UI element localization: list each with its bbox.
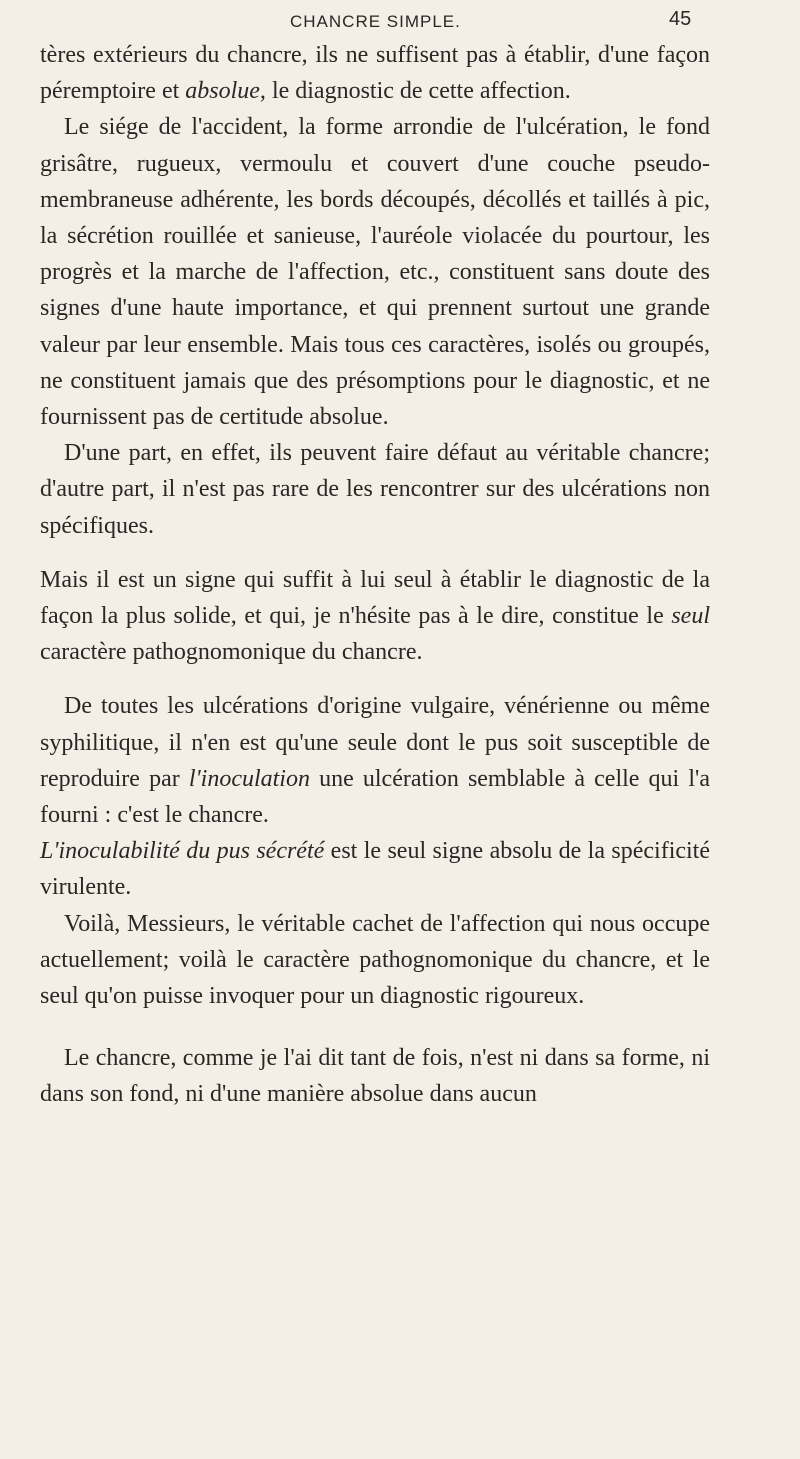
body-text <box>40 37 710 1113</box>
paragraph-3: D'une part, en effet, ils peuvent faire défaut au véritable chancre; d'autre part, il n'est pas rare de les rencontrer sur des ulcérations non spécifiques. <box>40 440 710 539</box>
paragraph-4-text-b: caractère pathognomonique du chancre. <box>40 639 423 666</box>
paragraph-7: Voilà, Messieurs, le véritable cachet de l'affection qui nous occupe actuellement; voilà le caractère pathognomonique du chancre, et le seul qu'on puisse invoquer pour un diagnostic rigoureux. <box>40 910 710 1010</box>
paragraph-1-text-a: tères extérieurs du chancre, ils ne suffisent pas à établir, d'une façon péremptoire et <box>40 42 710 105</box>
paragraph-4-text-a: Mais il est un signe qui suffit à lui seul à établir le diagnostic de la façon la plus solide, et qui, je n'hésite pas à le dire, constitue le <box>40 566 710 630</box>
page-header <box>0 6 800 38</box>
paragraph-6 <box>40 833 710 905</box>
paragraph-5-text-b: une ulcération semblable à celle qui l'a fourni : c'est le chancre. <box>40 765 710 829</box>
paragraph-2: Le siége de l'accident, la forme arrondie de l'ulcération, le fond grisâtre, rugueux, vermoulu et couvert d'une couche pseudo-membraneuse adhérente, les bords découpés, décollés et taillés à pic, la sécrétion rouillée et sanieuse, l'auréole violacée du pourtour, les progrès et la marche de l'affection, etc., constituent sans doute des signes d'une haute importance, et qui prennent surtout une grande valeur par leur ensemble. Mais tous ces caractères, isolés ou groupés, ne constituent jamais que des présomptions pour le diagnostic, et ne fournissent pas de certitude absolue. <box>40 114 710 431</box>
paragraph-8: Le chancre, comme je l'ai dit tant de fois, n'est ni dans sa forme, ni dans son fond, ni d'une manière absolue dans aucun <box>40 1045 710 1108</box>
paragraph-5-emphasis: l'inoculation <box>188 765 310 792</box>
paragraph-6-text-b: est le seul signe absolu de la spécificité virulente. <box>40 838 710 901</box>
running-title: CHANCRE SIMPLE. <box>290 12 461 31</box>
paragraph-4-emphasis: seul <box>671 603 710 630</box>
paragraph-1-emphasis: absolue, <box>185 78 266 105</box>
page-number: 45 <box>669 8 692 30</box>
paragraph-1-text-b: le diagnostic de cette affection. <box>265 78 571 105</box>
paragraph-1 <box>40 37 710 109</box>
paragraph-6-emphasis: L'inoculabilité du pus sécrété <box>40 838 325 865</box>
paragraph-5 <box>40 688 710 833</box>
paragraph-5-text-a: De toutes les ulcérations d'origine vulgaire, vénérienne ou même syphilitique, il n'en est qu'une seule dont le pus soit susceptible de reproduire par <box>40 693 710 792</box>
paragraph-4 <box>40 562 710 671</box>
